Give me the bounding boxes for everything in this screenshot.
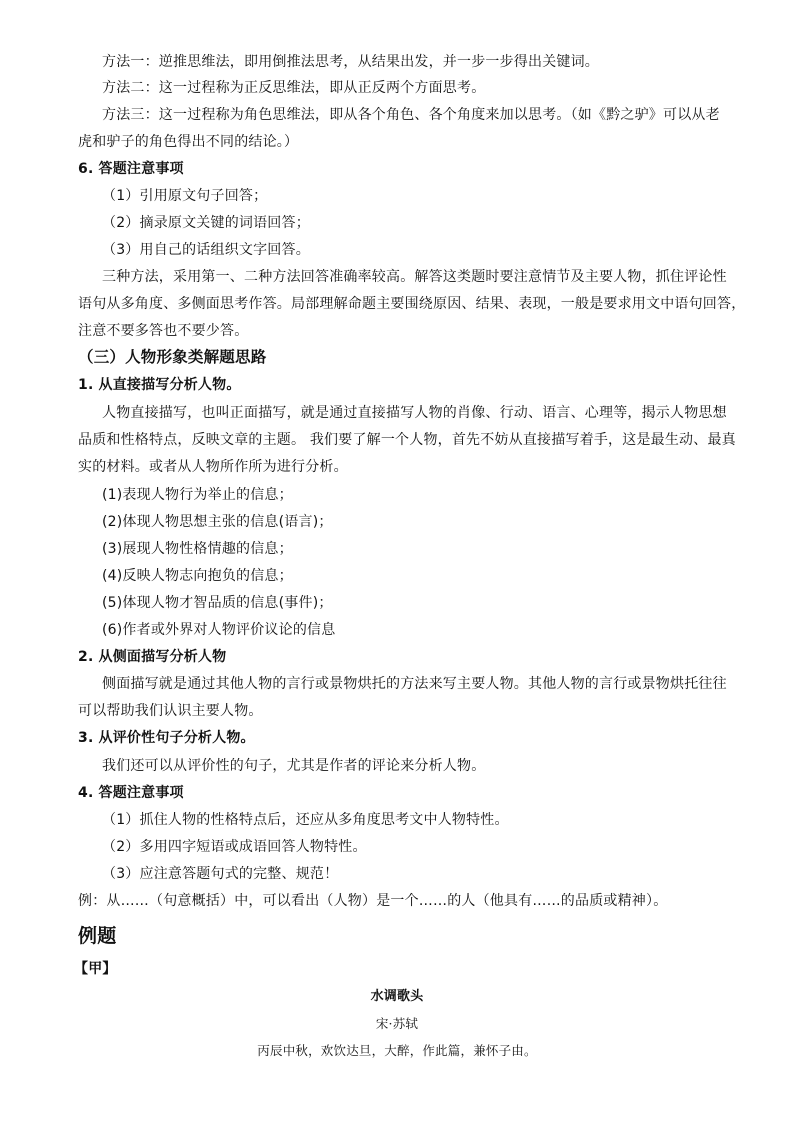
paragraph-line: 实的材料。或者从人物所作所为进行分析。 <box>78 459 348 475</box>
info-item: (4)反映人物志向抱负的信息； <box>102 568 293 584</box>
method-1-line: 方法一：逆推思维法，即用倒推法思考，从结果出发，并一步一步得出关键词。 <box>102 54 599 70</box>
step-item: （2）多用四字短语或成语回答人物特性。 <box>102 839 367 855</box>
passage-label: 【甲】 <box>74 961 117 977</box>
poem-preface: 丙辰中秋，欢饮达旦，大醉，作此篇，兼怀子由。 <box>257 1043 537 1058</box>
info-item: (3)展现人物性格情趣的信息； <box>102 541 293 557</box>
paragraph-line: 三种方法，采用第一、二种方法回答准确率较高。解答这类题时要注意情节及主要人物，抓住评论性 <box>102 269 727 285</box>
paragraph-line: 我们还可以从评价性的句子，尤其是作者的评论来分析人物。 <box>102 758 486 774</box>
method-3-continuation: 虎和驴子的角色得出不同的结论。） <box>78 134 299 150</box>
info-item: (5)体现人物才智品质的信息(事件)； <box>102 595 333 611</box>
section-6-heading: 6. 答题注意事项 <box>78 161 184 177</box>
info-item: (2)体现人物思想主张的信息(语言)； <box>102 514 333 530</box>
step-item: （3）用自己的话组织文字回答。 <box>102 242 310 258</box>
info-item: (6)作者或外界对人物评价议论的信息 <box>102 622 336 638</box>
poem-title: 水调歌头 <box>370 989 424 1004</box>
section-3-heading: （三）人物形象类解题思路 <box>78 348 267 366</box>
step-item: （1）引用原文句子回答； <box>102 188 268 204</box>
direct-description-heading: 1. 从直接描写分析人物。 <box>78 377 241 393</box>
paragraph-line: 可以帮助我们认识主要人物。 <box>78 703 263 719</box>
paragraph-line: 人物直接描写，也叫正面描写，就是通过直接描写人物的肖像、行动、语言、心理等，揭示人物思想 <box>102 405 727 421</box>
info-item: (1)表现人物行为举止的信息； <box>102 487 293 503</box>
notes-heading: 4. 答题注意事项 <box>78 785 184 801</box>
paragraph-line: 语句从多角度、多侧面思考作答。局部理解命题主要围绕原因、结果、表现，一般是要求用文中语句回答， <box>78 296 746 312</box>
method-2-line: 方法二：这一过程称为正反思维法，即从正反两个方面思考。 <box>102 80 486 96</box>
example-heading: 例题 <box>78 925 117 947</box>
step-item: （1）抓住人物的性格特点后，还应从多角度思考文中人物特性。 <box>102 812 509 828</box>
paragraph-line: 品质和性格特点，反映文章的主题。 我们要了解一个人物，首先不妨从直接描写着手，这是最生动、最真 <box>78 432 736 448</box>
paragraph-line: 注意不要多答也不要少答。 <box>78 323 249 339</box>
method-3-line: 方法三：这一过程称为角色思维法，即从各个角色、各个角度来加以思考。（如《黔之驴》可以从老 <box>102 107 720 123</box>
step-item: （3）应注意答题句式的完整、规范！ <box>102 866 339 882</box>
poem-author: 宋·苏轼 <box>375 1016 419 1031</box>
step-item: （2）摘录原文关键的词语回答； <box>102 215 310 231</box>
side-description-heading: 2. 从侧面描写分析人物 <box>78 649 227 665</box>
paragraph-line: 侧面描写就是通过其他人物的言行或景物烘托的方法来写主要人物。其他人物的言行或景物烘托往往 <box>102 676 727 692</box>
evaluative-heading: 3. 从评价性句子分析人物。 <box>78 730 255 746</box>
example-sentence: 例：从……（句意概括）中，可以看出（人物）是一个……的人（他具有……的品质或精神）。 <box>78 893 668 909</box>
